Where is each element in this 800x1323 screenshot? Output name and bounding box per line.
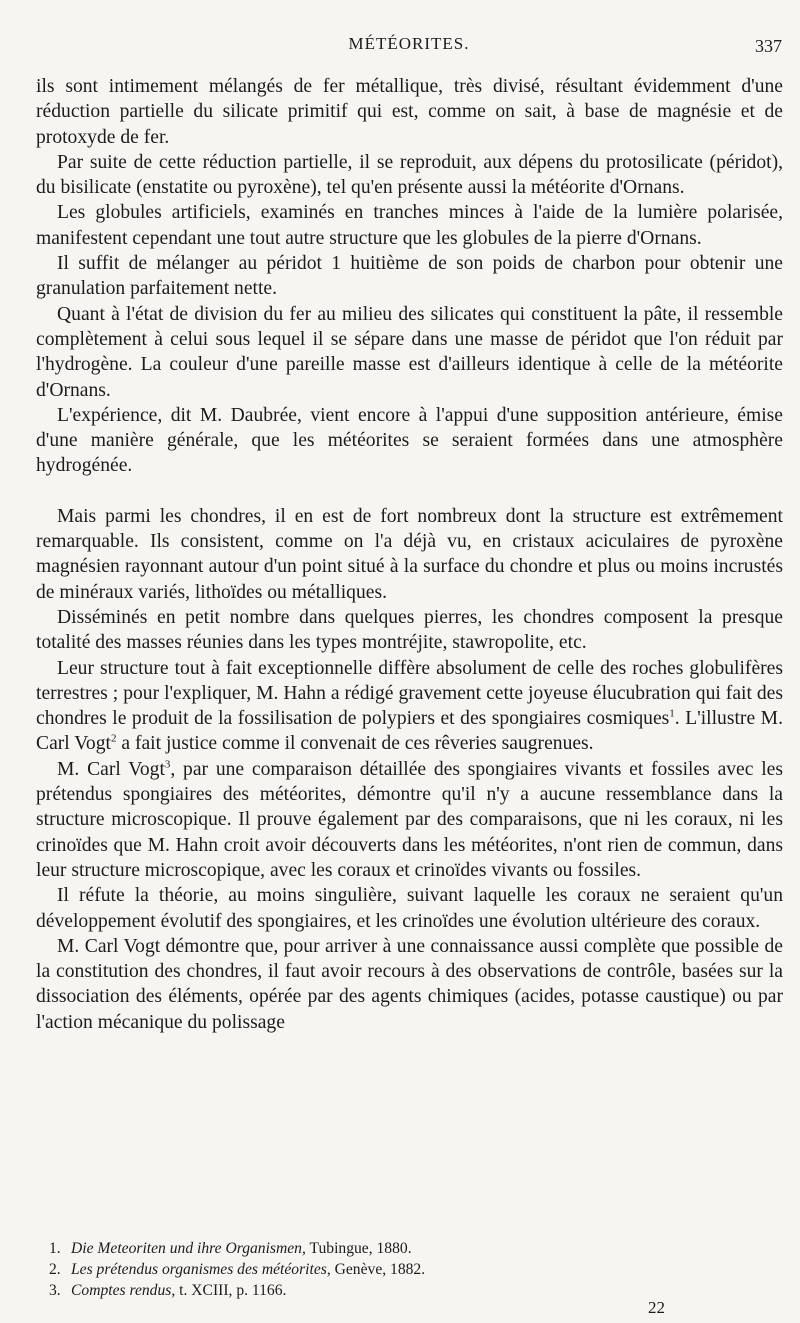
paragraph <box>36 656 783 757</box>
footnote-ref[interactable]: 2 <box>110 732 117 745</box>
footnote-title: Die Meteoriten und ihre Organismen <box>71 1240 302 1257</box>
footnote-title: Les prétendus organismes des météorites <box>71 1261 327 1278</box>
paragraph: Il réfute la théorie, au moins singulière, suivant laquelle les coraux ne seraient qu'un développement évolutif des spongiaires, et les crinoïdes une évolution ultérieure des coraux. <box>36 885 783 932</box>
footnote-ref[interactable]: 3 <box>164 758 171 771</box>
paragraph: Il suffit de mélanger au péridot 1 huitième de son poids de charbon pour obtenir une granulation parfaitement nette. <box>36 253 783 300</box>
body-text <box>36 74 783 1035</box>
footnote-details: , t. XCIII, p. 1166. <box>171 1282 287 1299</box>
running-title: MÉTÉORITES. <box>348 34 470 53</box>
paragraph: Disséminés en petit nombre dans quelques pierres, les chondres composent la presque totalité des masses réunies dans les types montréjite, stawropolite, etc. <box>36 606 783 654</box>
footnote-number: 3. <box>49 1282 61 1299</box>
paragraph <box>36 757 783 883</box>
paragraph: Par suite de cette réduction partielle, il se reproduit, aux dépens du protosilicate (péridot), du bisilicate (enstatite ou pyroxène), tel qu'en présente aussi la météorite d'Ornans. <box>36 151 783 199</box>
running-head <box>36 34 782 60</box>
footnotes <box>49 1238 749 1301</box>
footnote-details: , Genève, 1882. <box>326 1261 426 1278</box>
footnote <box>49 1259 749 1280</box>
footnote-details: , Tubingue, 1880. <box>301 1240 412 1257</box>
footnote <box>49 1238 749 1259</box>
paragraph-text: a fait justice comme il convenait de ces rêveries saugrenues. <box>116 733 594 755</box>
paragraph: Les globules artificiels, examinés en tranches minces à l'aide de la lumière polarisée, manifestent cependant une tout autre structure que les globules de la pierre d'Ornans. <box>36 202 783 249</box>
footnote <box>49 1280 749 1301</box>
footnote-number: 1. <box>49 1240 61 1257</box>
paragraph: L'expérience, dit M. Daubrée, vient encore à l'appui d'une supposition antérieure, émise d'une manière générale, que les météorites se seraient formées dans une atmosphère hydrogénée. <box>36 404 783 477</box>
paragraph-text: M. Carl Vogt <box>57 758 165 780</box>
paragraph-text: , par une comparaison détaillée des spongiaires vivants et fossiles avec les prétendus spongiaires des météorites, démontre qu'il n'y a aucune ressemblance dans la structure microscopique. Il prouve également par des comparaisons, que ni les coraux, ni les crinoïdes que M. Hahn croit avoir découverts dans les météorites, n'ont rien de commun, dans leur structure microscopique, avec les coraux et crinoïdes vivants ou fossiles. <box>36 758 783 881</box>
paragraph: M. Carl Vogt démontre que, pour arriver à une connaissance aussi complète que possible de la constitution des chondres, il faut avoir recours à des observations de contrôle, basées sur la dissociation des éléments, opérée par des agents chimiques (acides, potasse caustique) ou par l'action mécanique du polissage <box>36 935 783 1033</box>
footnote-ref[interactable]: 1 <box>669 707 675 720</box>
page-number: 337 <box>755 36 782 56</box>
paragraph: ils sont intimement mélangés de fer métallique, très divisé, résultant évidemment d'une réduction partielle du silicate primitif qui est, comme on sait, à base de magnésie et de protoxyde de fer. <box>36 76 783 148</box>
footnote-number: 2. <box>49 1261 61 1278</box>
signature-mark: 22 <box>648 1298 665 1317</box>
paragraph: Mais parmi les chondres, il en est de fort nombreux dont la structure est extrêmement remarquable. Ils consistent, comme on l'a déjà vu, en cristaux aciculaires de pyroxène magnésien rayonnant autour d'un point situé à la surface du chondre et plus ou moins incrustés de minéraux variés, lithoïdes ou métalliques. <box>36 505 783 603</box>
paragraph-text: Leur structure tout à fait exceptionnelle diffère absolument de celle des roches globulifères terrestres ; pour l'expliquer, M. Hahn a rédigé gravement cette joyeuse élucubration qui fait des chondres le produit de la fossilisation de polypiers et des spongiaires cosmiques <box>36 657 783 730</box>
footnote-title: Comptes rendus <box>71 1282 172 1299</box>
paragraph: Quant à l'état de division du fer au milieu des silicates qui constituent la pâte, il ressemble complètement à celui sous lequel il se sépare dans une masse de péridot que l'on réduit par l'hydrogène. La couleur d'une pareille masse est d'ailleurs identique à celle de la météorite d'Ornans. <box>36 303 783 401</box>
paragraph-text: . L'illustre M. Carl Vogt <box>36 708 783 755</box>
